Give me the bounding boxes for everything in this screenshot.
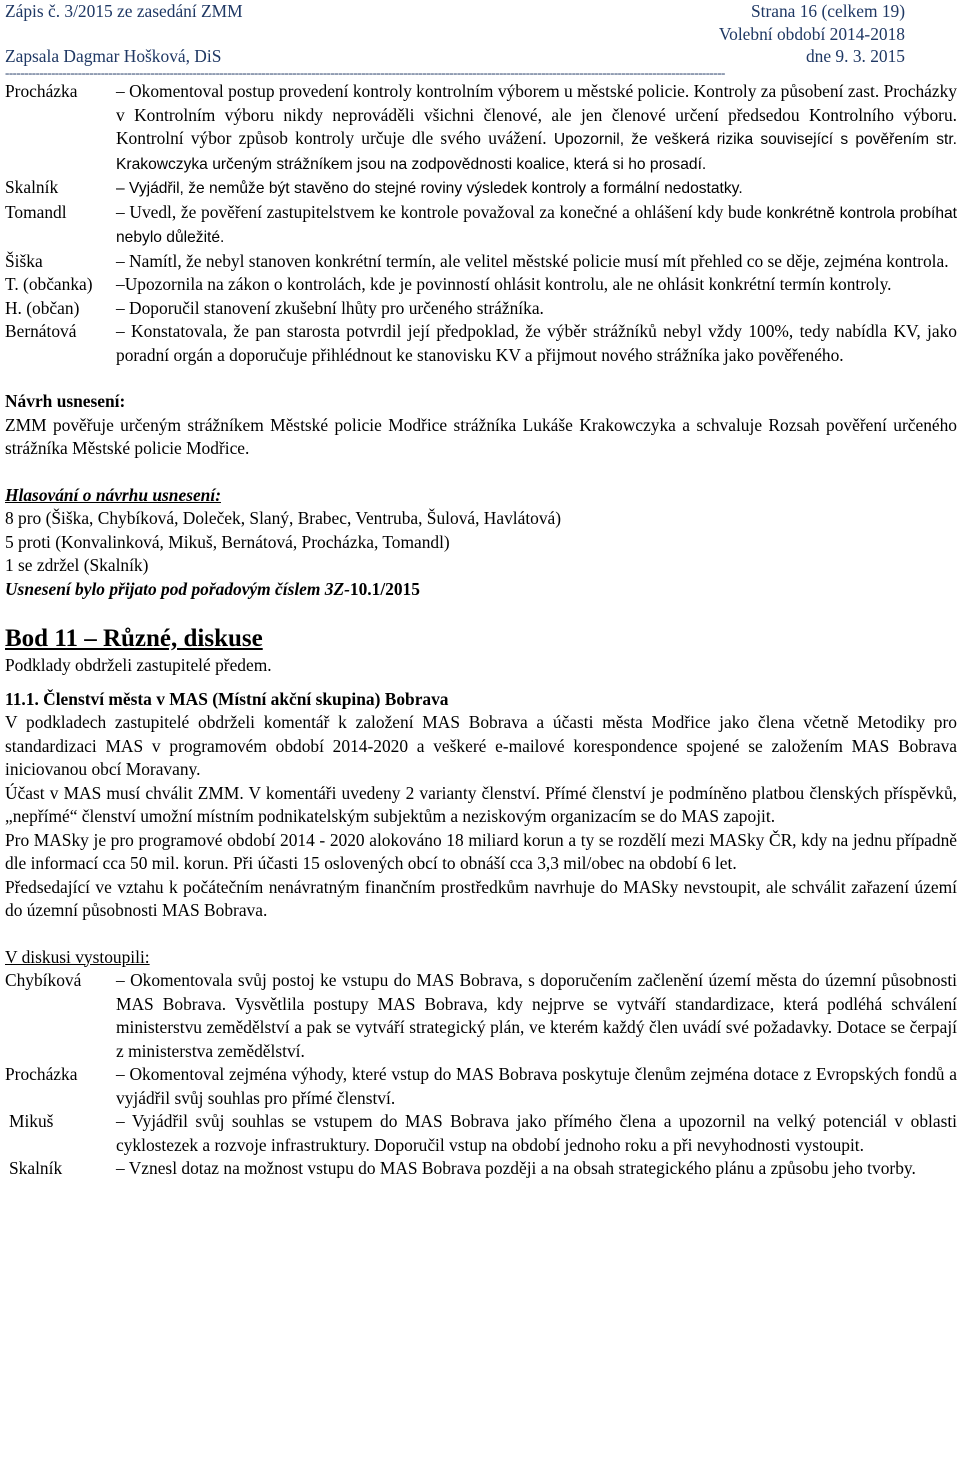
proposal-heading: Návrh usnesení: bbox=[5, 391, 126, 411]
vote-for: 8 pro (Šiška, Chybíková, Doleček, Slaný, Brabec, Ventruba, Šulová, Havlátová) bbox=[5, 508, 562, 528]
spacer bbox=[5, 678, 957, 688]
discussion-entry bbox=[5, 201, 957, 250]
proposal-text: ZMM pověřuje určeným strážníkem Městské policie Modřice strážníka Lukáše Krakowczyka a schvaluje Rozsah pověření určeného strážníka Městské policie Modřice. bbox=[5, 414, 957, 458]
discussion-entry bbox=[5, 1063, 957, 1110]
meeting-date: dne 9. 3. 2015 bbox=[805, 46, 905, 66]
speaker-text: – Vznesl dotaz na možnost vstupu do MAS Bobrava později a na obsah strategického plánu a způsobu jeho tvorby. bbox=[116, 1158, 916, 1178]
speaker-text-after: Krakowczyka určeným strážníkem jsou na zodpovědnosti koalice, která si ho prosadí. bbox=[116, 155, 707, 173]
speaker-text: – Okomentoval postup provedení kontroly kontrolním výborem u městské policie. Kontroly za působení zast. Procházky v Kontrolním výboru nikdy neprováděli všichni členové, ale jen členové určení předsedou Kontrolního výboru. Kontrolní výbor způsob kontroly určuje dle svého uvážení. bbox=[116, 81, 957, 148]
spacer bbox=[5, 367, 957, 390]
speaker-text-sans: konkrétně kontrola probíhat nebylo důležité. bbox=[116, 204, 957, 246]
section-paragraph: Předsedající ve vztahu k počátečním nenávratným finančním prostředkům navrhuje do MASky nevstoupit, ale schválit zařazení území do územní působnosti MAS Bobrava. bbox=[5, 876, 957, 920]
discussion-entry bbox=[5, 273, 957, 297]
discussion-entry bbox=[5, 250, 957, 274]
section-paragraph: Pro MASky je pro programové období 2014 - 2020 alokováno 18 miliard korun a ty se rozdělí mezi MASky ČR, kdy na jednu případně dle informací cca 50 mil. korun. Při účasti 15 oslovených obcí to obnáší cca 3,3 mil/obec na období 6 let. bbox=[5, 829, 957, 873]
header-row-3 bbox=[5, 45, 957, 68]
header-row-1 bbox=[5, 0, 957, 23]
document-title: Zápis č. 3/2015 ze zasedání ZMM bbox=[5, 1, 243, 21]
speaker-name: Bernátová bbox=[5, 321, 77, 341]
speaker-text: – Vyjádřil, že nemůže být stavěno do stejné roviny výsledek kontroly a formální nedostatky. bbox=[116, 180, 743, 197]
discussion-entry bbox=[5, 80, 957, 176]
electoral-period: Volební období 2014-2018 bbox=[718, 24, 905, 44]
section-11-1-heading: 11.1. Členství města v MAS (Místní akční skupina) Bobrava bbox=[5, 688, 449, 709]
speaker-name: Mikuš bbox=[9, 1111, 54, 1131]
discussion-entry bbox=[5, 1157, 957, 1181]
spacer bbox=[5, 461, 957, 484]
discussion-entry bbox=[5, 176, 957, 201]
discussion-entry bbox=[5, 297, 957, 321]
vote-result-number: 10.1/2015 bbox=[349, 578, 420, 599]
vote-result bbox=[5, 578, 957, 602]
speaker-text: – Okomentoval zejména výhody, které vstup do MAS Bobrava poskytuje členům zejména dotace z Evropských fondů a vyjádřil svůj souhlas pro přímé členství. bbox=[116, 1064, 957, 1108]
speaker-text: – Doporučil stanovení zkušební lhůty pro určeného strážníka. bbox=[116, 297, 544, 318]
discussion-entry bbox=[5, 1110, 957, 1157]
speaker-name: Šiška bbox=[5, 250, 43, 271]
spacer bbox=[5, 923, 957, 946]
bod-11-note: Podklady obdrželi zastupitelé předem. bbox=[5, 655, 272, 675]
discussion-heading: V diskusi vystoupili: bbox=[5, 946, 150, 967]
page-number: Strana 16 (celkem 19) bbox=[750, 1, 905, 21]
speaker-text: – Okomentovala svůj postoj ke vstupu do MAS Bobrava, s doporučením začlenění území města do územní působnosti MAS Bobrava. Vysvětlila postupy MAS Bobrava, kdy nejprve se vytváří standardizace, která podléhá schválení ministerstvu zemědělství a pak se vytváří strategický plán, ve kterém každý člen uvádí své požadavky. Dotace se čerpají z ministerstva zemědělství. bbox=[116, 970, 957, 1061]
speaker-text: – Konstatovala, že pan starosta potvrdil její předpoklad, že výběr strážníků nebyl vždy 100%, tedy nabídla KV, jako poradní orgán a doporučuje přihlédnout ke stanovisku KV a přijmout nového strážníka jako pověřeného. bbox=[116, 321, 957, 365]
speaker-text: – Namítl, že nebyl stanoven konkrétní termín, ale velitel městské policie musí mít přehled co se děje, zejména kontrola. bbox=[116, 250, 949, 271]
author: Zapsala Dagmar Hošková, DiS bbox=[5, 46, 222, 66]
speaker-name: Chybíková bbox=[5, 970, 82, 990]
speaker-name: Tomandl bbox=[5, 201, 67, 222]
speaker-name: Skalník bbox=[9, 1158, 63, 1178]
vote-result-prefix: Usnesení bylo přijato pod pořadovým číslem 3Z- bbox=[5, 578, 350, 599]
vote-heading: Hlasování o návrhu usnesení: bbox=[5, 484, 221, 505]
spacer bbox=[5, 601, 957, 624]
discussion-entry bbox=[5, 969, 957, 1063]
section-paragraph: V podkladech zastupitelé obdrželi komentář k založení MAS Bobrava a účasti města Modřice jako člena včetně Metodiky pro standardizaci MAS v programovém období 2014-2020 a veškeré e-mailové korespondence spojené se založením MAS Bobrava iniciovanou obcí Moravany. bbox=[5, 712, 957, 779]
header-row-2 bbox=[5, 23, 957, 46]
speaker-name: H. (občan) bbox=[5, 297, 80, 318]
discussion-entry bbox=[5, 320, 957, 367]
document-page bbox=[5, 0, 957, 1181]
bod-11-heading: Bod 11 – Různé, diskuse bbox=[5, 625, 263, 652]
vote-abstain: 1 se zdržel (Skalník) bbox=[5, 555, 149, 575]
vote-against: 5 proti (Konvalinková, Mikuš, Bernátová, Procházka, Tomandl) bbox=[5, 531, 450, 552]
speaker-text: –Upozornila na zákon o kontrolách, kde je povinností ohlásit kontrolu, ale ne ohlásit konkrétní termín kontroly. bbox=[116, 274, 892, 294]
speaker-text-sans: Upozornil, že veškerá rizika související s pověřením str. bbox=[553, 131, 957, 148]
section-paragraph: Účast v MAS musí chválit ZMM. V komentáři uvedeny 2 varianty členství. Přímé členství je podmíněno platbou členských příspěvků, „nepřímé“ členství umožní místním podnikatelským subjektům a neziskovým organizacím se do MAS zapojit. bbox=[5, 782, 957, 826]
speaker-name: Procházka bbox=[5, 1064, 78, 1084]
speaker-name: T. (občanka) bbox=[5, 274, 93, 294]
speaker-name: Procházka bbox=[5, 81, 78, 101]
speaker-text: – Uvedl, že pověření zastupitelstvem ke kontrole považoval za konečné a ohlášení kdy bude bbox=[116, 201, 762, 222]
speaker-name: Skalník bbox=[5, 177, 59, 197]
header-separator: -------------------------------------------------------------------------------------------------------------------------------------------------------------------------------------------- bbox=[5, 68, 725, 80]
speaker-text: – Vyjádřil svůj souhlas se vstupem do MAS Bobrava jako přímého člena a upozornil na velký potenciál v oblasti cyklostezek a rozvoje infrastruktury. Doporučil vstup na období jednoho roku a při nevyhodnosti vystoupit. bbox=[116, 1111, 957, 1155]
